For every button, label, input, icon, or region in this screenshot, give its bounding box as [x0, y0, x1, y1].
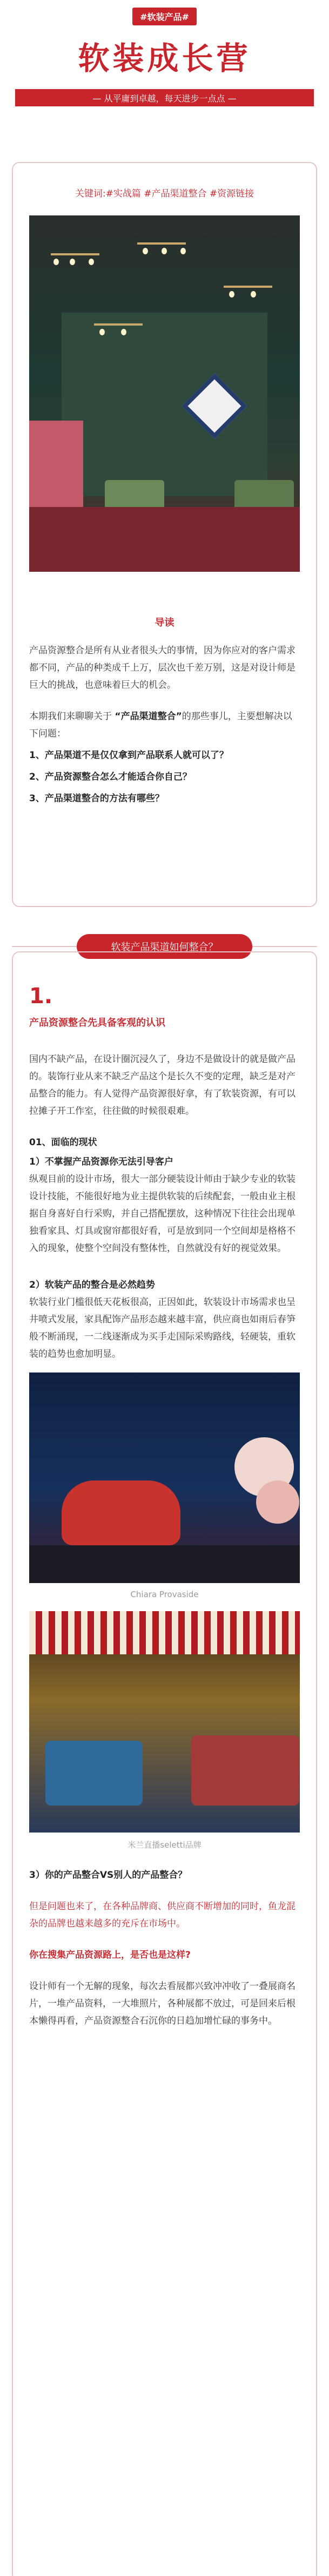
question-1: 1、产品渠道不是仅仅拿到产品联系人就可以了？ — [29, 750, 229, 761]
photo-caption-2: 米兰直播seletti品牌 — [127, 1840, 202, 1850]
point3-title: 3）你的产品整合VS别人的产品整合？ — [29, 1870, 187, 1881]
section-subtitle: 产品资源整合先具备客观的认识 — [29, 1017, 165, 1029]
showroom-photo-1 — [29, 1372, 300, 1583]
point1-title: 1）不掌握产品资源你无法引导客户 — [29, 1157, 173, 1167]
article-title: 软装成长营 — [78, 40, 251, 77]
intro-card — [12, 162, 317, 907]
section-number: 1. — [29, 984, 53, 1009]
status-title: 01、面临的现状 — [29, 1137, 97, 1148]
point3-question: 你在搜集产品资源路上，是否也是这样? — [29, 1950, 191, 1960]
guide-paragraph: 产品资源整合是所有从业者很头大的事情，因为你应对的客户需求都不同，产品的种类成千上万，层次也千差万别，这是对设计师是巨大的挑战，也意味着巨大的机会。 — [29, 645, 296, 691]
section-paragraph: 国内不缺产品，在设计圈沉浸久了，身边不是做设计的就是做产品的。装饰行业从来不缺乏产品这个是长久不变的定理，缺乏是对产品整合的能力。有人觉得产品资源很好拿，有了软装资源，有可以拉摊子开工作室，往往做的时候很艰难。 — [29, 1054, 296, 1117]
photo-caption-1: Chiara Provaside — [130, 1590, 199, 1599]
showroom-photo-2 — [29, 1611, 300, 1833]
question-3: 3、产品渠道整合的方法有哪些？ — [29, 793, 164, 804]
article-header — [0, 0, 329, 157]
section-pill: 软装产品渠道如何整合？ — [77, 934, 252, 959]
point3-red-text: 但是问题也来了，在各种品牌商、供应商不断增加的同时，鱼龙混杂的品牌也越来越多的充斥在市场中。 — [29, 1901, 296, 1929]
slogan-banner — [15, 89, 314, 106]
point1-body: 纵观目前的设计市场，很大一部分硬装设计师由于缺少专业的软装设计技能，不能很好地为业主提供软装的后续配套，一般由业主根据自身喜好自行采购，并自己搭配摆放，这种情况下往往会出现单独看家具、灯具或窗帘都很好看，可是放到同一个空间却是格格不入的现象，使整个空间没有整体性，自然就没有好的视觉效果。 — [29, 1174, 296, 1254]
point3-body: 设计师有一个无解的现象，每次去看展都兴致冲冲收了一叠展商名片，一堆产品资料，一大堆照片，各种展都不放过，可是回来后根本懒得再看，产品资源整合石沉你的日趋加增忙碌的事务中。 — [29, 1981, 296, 2026]
slogan-text: — 从平庸到卓越，每天进步一点点 — — [92, 93, 237, 104]
category-tag: #软装产品# — [132, 8, 197, 25]
section-card — [12, 951, 317, 2576]
point2-title: 2）软装产品的整合是必然趋势 — [29, 1280, 155, 1290]
guide-title: 导读 — [155, 617, 174, 628]
question-2: 2、产品资源整合怎么才能适合你自己？ — [29, 772, 192, 782]
point2-body: 软装行业门槛很低天花板很高，正因如此，软装设计市场需求也呈井喷式发展，家具配饰产品形态越来越丰富，供应商也如雨后春笋般不断涌现，一二线逐渐成为买手走国际采购路线，轻硬装，重软装的趋势也愈加明显。 — [29, 1297, 296, 1360]
keywords-line: 关键词:#实战篇 #产品渠道整合 #资源链接 — [75, 188, 254, 199]
intro-paragraph: 本期我们来聊聊关于 “产品渠道整合”的那些事儿，主要想解决以下问题： — [29, 711, 292, 739]
hero-interior-photo — [29, 215, 300, 572]
